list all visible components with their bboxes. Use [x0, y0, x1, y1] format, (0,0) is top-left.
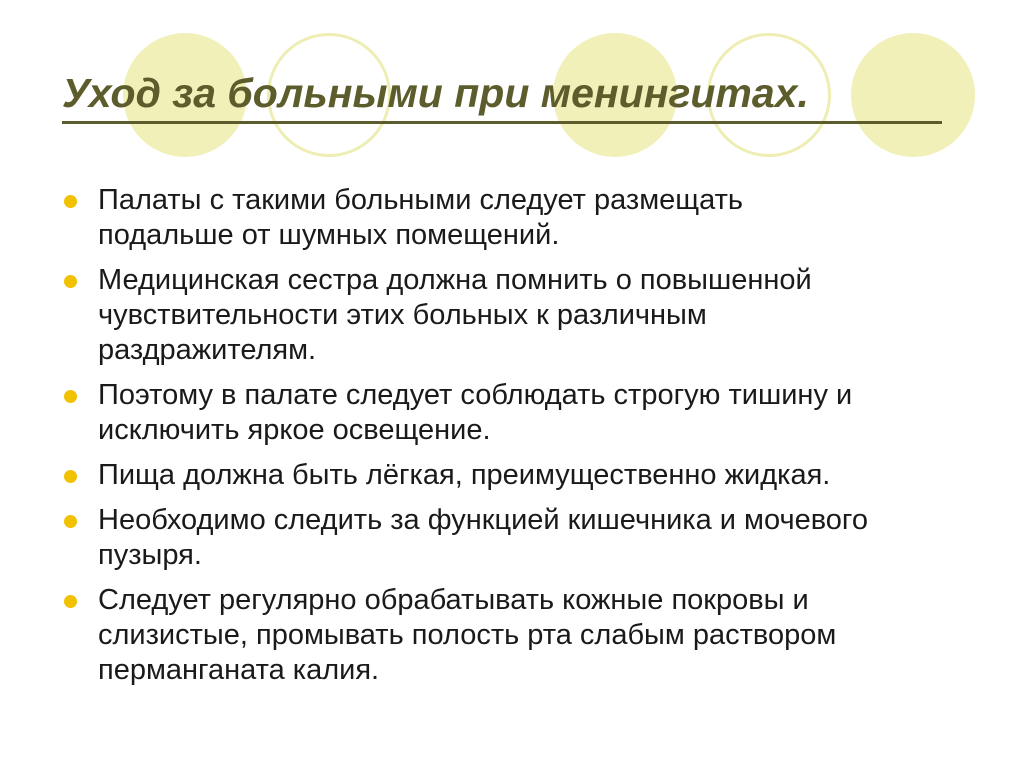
bullet-line: слизистые, промывать полость рта слабым раствором — [98, 619, 837, 651]
bullet-dot-icon — [64, 195, 77, 208]
list-item — [62, 183, 1012, 253]
list-item — [62, 503, 1012, 573]
bullet-line: Медицинская сестра должна помнить о повышенной — [98, 264, 812, 296]
bullet-line: подальше от шумных помещений. — [98, 219, 560, 251]
bullet-text — [98, 583, 1012, 688]
title-underline — [62, 121, 942, 124]
bullet-dot-icon — [64, 390, 77, 403]
bullet-dot-icon — [64, 275, 77, 288]
bullet-text — [98, 503, 1012, 573]
bullet-line: чувствительности этих больных к различным — [98, 299, 707, 331]
list-item — [62, 378, 1012, 448]
bullet-text — [98, 183, 1012, 253]
bullet-line: Поэтому в палате следует соблюдать строгую тишину и — [98, 379, 853, 411]
list-item — [62, 263, 1012, 368]
bullet-dot-icon — [64, 515, 77, 528]
bullet-text — [98, 378, 1012, 448]
bullet-line: Пища должна быть лёгкая, преимущественно жидкая. — [98, 459, 831, 491]
bullet-text — [98, 458, 1012, 493]
bullet-text — [98, 263, 1012, 368]
bullet-line: Необходимо следить за функцией кишечника и мочевого — [98, 504, 869, 536]
bullet-dot-icon — [64, 595, 77, 608]
bullet-line: раздражителям. — [98, 334, 317, 366]
slide-title: Уход за больными при менингитах. — [62, 70, 809, 116]
list-item — [62, 583, 1012, 688]
bullet-line: пузыря. — [98, 539, 202, 571]
bullet-line: исключить яркое освещение. — [98, 414, 491, 446]
bullet-dot-icon — [64, 470, 77, 483]
bullet-line: Следует регулярно обрабатывать кожные покровы и — [98, 584, 809, 616]
decorative-circle-filled — [851, 33, 975, 157]
bullet-line: Палаты с такими больными следует размещать — [98, 184, 744, 216]
bullet-line: перманганата калия. — [98, 654, 380, 686]
bullet-list — [62, 183, 1012, 698]
list-item — [62, 458, 1012, 493]
